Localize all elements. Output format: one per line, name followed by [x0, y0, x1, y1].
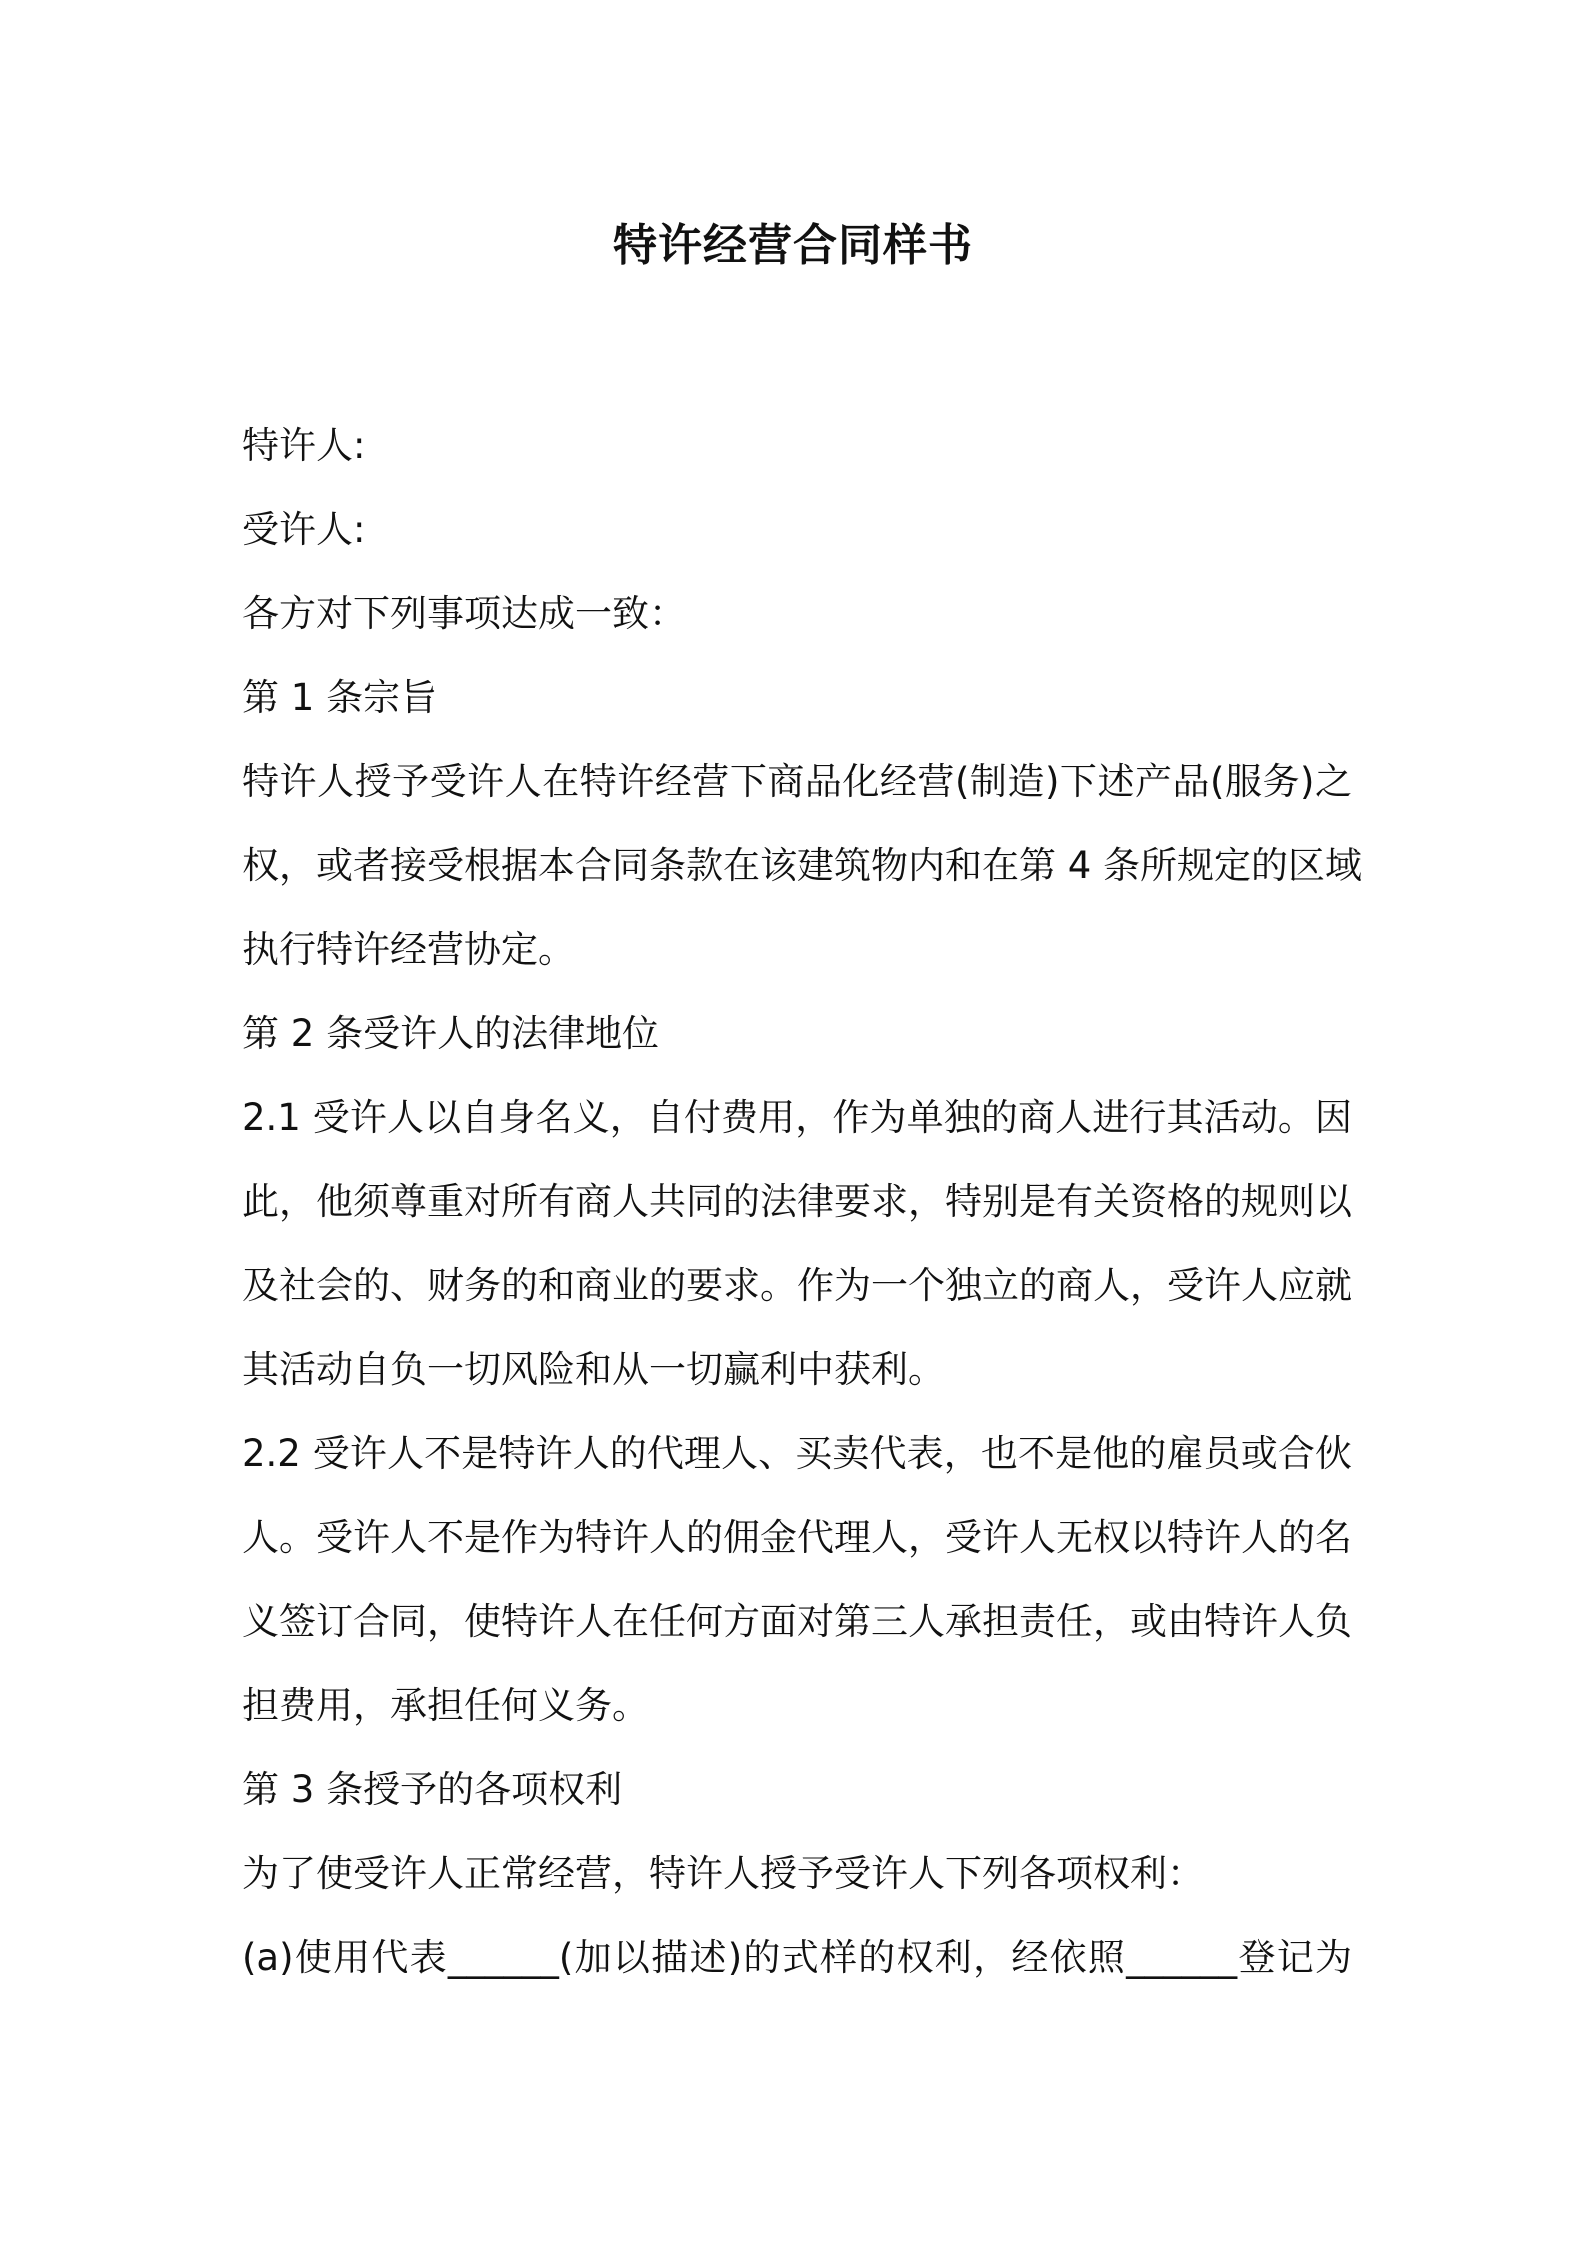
paragraph-line: 权，或者接受根据本合同条款在该建筑物内和在第 4 条所规定的区域 — [242, 844, 1363, 887]
heading-article-3: 第 3 条授予的各项权利 — [242, 1768, 623, 1811]
paragraph-line: 人。受许人不是作为特许人的佣金代理人，受许人无权以特许人的名 — [242, 1516, 1352, 1559]
paragraph-line: 其活动自负一切风险和从一切赢利中获利。 — [242, 1348, 945, 1391]
paragraph-line: 为了使受许人正常经营，特许人授予受许人下列各项权利： — [242, 1852, 1204, 1895]
paragraph-line: 执行特许经营协定。 — [242, 928, 575, 971]
paragraph-line: 2.2 受许人不是特许人的代理人、买卖代表，也不是他的雇员或合伙 — [242, 1432, 1352, 1475]
paragraph-line: 及社会的、财务的和商业的要求。作为一个独立的商人，受许人应就 — [242, 1264, 1352, 1307]
line-licensee-field: 受许人: — [242, 508, 366, 551]
heading-article-2: 第 2 条受许人的法律地位 — [242, 1012, 660, 1055]
document-body — [242, 404, 1363, 2000]
paragraph-line: 此，他须尊重对所有商人共同的法律要求，特别是有关资格的规则以 — [242, 1180, 1352, 1223]
paragraph-line: 担费用，承担任何义务。 — [242, 1684, 649, 1727]
document-title: 特许经营合同样书 — [613, 220, 973, 271]
paragraph-line: 特许人授予受许人在特许经营下商品化经营(制造)下述产品(服务)之 — [242, 760, 1352, 803]
paragraph-line: (a)使用代表______(加以描述)的式样的权利，经依照______登记为 — [242, 1936, 1352, 1979]
heading-article-1: 第 1 条宗旨 — [242, 676, 438, 719]
line-licensor-field: 特许人: — [242, 424, 366, 467]
paragraph-line: 义签订合同，使特许人在任何方面对第三人承担责任，或由特许人负 — [242, 1600, 1352, 1643]
paragraph-line: 2.1 受许人以自身名义，自付费用，作为单独的商人进行其活动。因 — [242, 1096, 1352, 1139]
line-agreement-intro: 各方对下列事项达成一致： — [242, 592, 686, 635]
